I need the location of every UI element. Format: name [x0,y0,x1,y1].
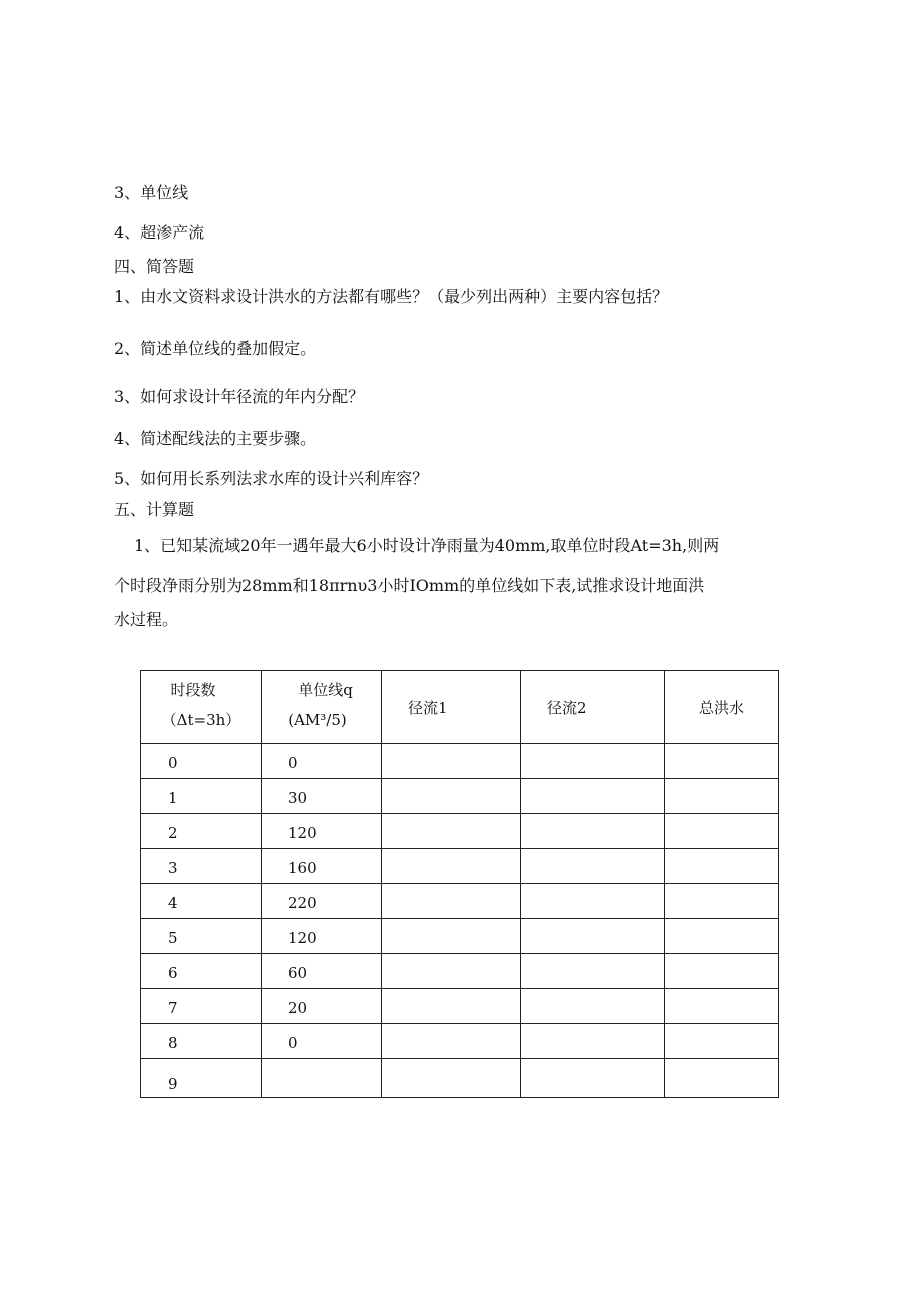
runoff-1-cell [382,954,521,989]
runoff-2-cell [521,779,665,814]
total-flood-cell [665,884,779,919]
runoff-2-cell [521,884,665,919]
period-cell: 1 [141,779,262,814]
unit-q-cell: 120 [262,814,382,849]
total-flood-cell [665,989,779,1024]
table-header-row [141,671,779,744]
unit-q-cell: 120 [262,919,382,954]
total-flood-cell [665,744,779,779]
runoff-1-cell [382,814,521,849]
runoff-1-cell [382,779,521,814]
total-flood-cell [665,849,779,884]
header-runoff-1: 径流1 [382,671,521,744]
runoff-1-cell [382,1059,521,1098]
definition-item-4: 4、超渗产流 [114,223,205,242]
runoff-1-cell [382,849,521,884]
section-title-short-answer: 四、简答题 [114,257,195,276]
table-row [141,884,779,919]
total-flood-cell [665,1024,779,1059]
question-1: 1、由水文资料求设计洪水的方法都有哪些？（最少列出两种）主要内容包括？ [114,287,669,306]
table-row [141,744,779,779]
period-cell: 0 [141,744,262,779]
section-title-calculation: 五、计算题 [114,500,195,519]
question-3: 3、如何求设计年径流的年内分配？ [114,387,365,406]
table-row [141,989,779,1024]
table-row [141,814,779,849]
runoff-2-cell [521,989,665,1024]
definition-item-3: 3、单位线 [114,183,189,202]
period-cell: 8 [141,1024,262,1059]
table-row [141,1059,779,1098]
unit-q-cell: 0 [262,744,382,779]
runoff-1-cell [382,1024,521,1059]
period-cell: 3 [141,849,262,884]
total-flood-cell [665,919,779,954]
table-row [141,849,779,884]
total-flood-cell [665,779,779,814]
runoff-1-cell [382,989,521,1024]
unit-q-cell: 60 [262,954,382,989]
total-flood-cell [665,954,779,989]
total-flood-cell [665,814,779,849]
unit-q-cell: 0 [262,1024,382,1059]
runoff-2-cell [521,919,665,954]
problem-1-line-1: 1、已知某流域20年一遇年最大6小时设计净雨量为40mm,取单位时段At=3h,则两 [134,536,720,555]
unit-q-cell: 30 [262,779,382,814]
header-period: 时段数 （Δt=3h） [141,671,262,744]
header-total-flood: 总洪水 [665,671,779,744]
table-row [141,1024,779,1059]
problem-1-line-3: 水过程。 [114,610,179,629]
header-unit-hydrograph: 单位线q (AM³/5) [262,671,382,744]
runoff-2-cell [521,954,665,989]
question-5: 5、如何用长系列法求水库的设计兴利库容？ [114,469,429,488]
unit-q-cell: 160 [262,849,382,884]
runoff-1-cell [382,919,521,954]
question-2: 2、简述单位线的叠加假定。 [114,339,317,358]
runoff-2-cell [521,1024,665,1059]
period-cell: 2 [141,814,262,849]
runoff-1-cell [382,884,521,919]
unit-q-cell: 20 [262,989,382,1024]
question-4: 4、简述配线法的主要步骤。 [114,429,317,448]
table-row [141,954,779,989]
period-cell: 7 [141,989,262,1024]
period-cell: 4 [141,884,262,919]
runoff-2-cell [521,744,665,779]
table-row [141,779,779,814]
runoff-2-cell [521,849,665,884]
runoff-1-cell [382,744,521,779]
total-flood-cell [665,1059,779,1098]
problem-1-line-2: 个时段净雨分别为28mm和18πrnυ3小时IOmm的单位线如下表,试推求设计地面洪 [114,576,705,595]
period-cell: 6 [141,954,262,989]
unit-q-cell [262,1059,382,1098]
unit-hydrograph-table [140,670,779,1098]
period-cell: 9 [141,1059,262,1098]
header-runoff-2: 径流2 [521,671,665,744]
runoff-2-cell [521,814,665,849]
period-cell: 5 [141,919,262,954]
runoff-2-cell [521,1059,665,1098]
unit-q-cell: 220 [262,884,382,919]
table-row [141,919,779,954]
